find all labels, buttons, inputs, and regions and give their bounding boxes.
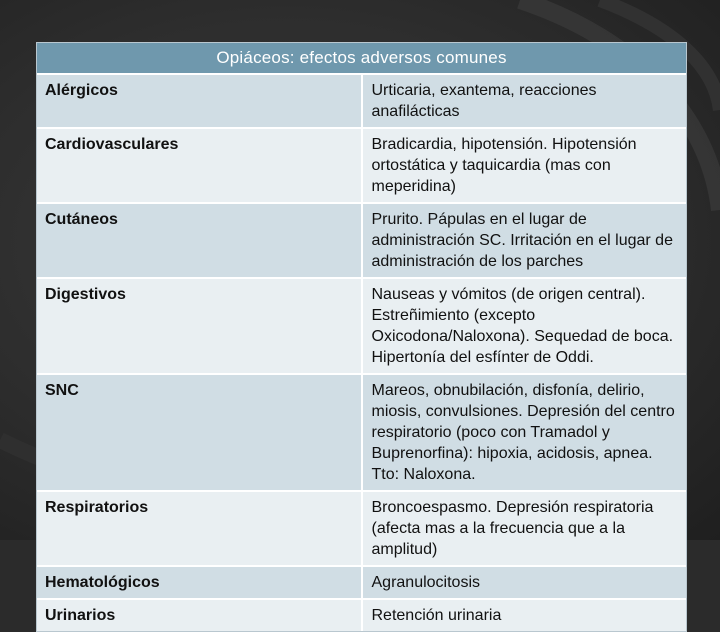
row-effects: Retención urinaria	[362, 599, 687, 631]
row-effects: Prurito. Pápulas en el lugar de administración SC. Irritación en el lugar de administración de los parches	[362, 203, 687, 278]
row-effects: Mareos, obnubilación, disfonía, delirio, miosis, convulsiones. Depresión del centro respiratorio (poco con Tramadol y Buprenorfina): hipoxia, acidosis, apnea. Tto: Naloxona.	[362, 374, 687, 491]
adverse-effects-table	[37, 43, 686, 631]
table-row	[37, 203, 686, 278]
row-effects: Broncoespasmo. Depresión respiratoria (afecta mas a la frecuencia que a la amplitud)	[362, 491, 687, 566]
table-row	[37, 599, 686, 631]
table-row	[37, 278, 686, 374]
row-category: Digestivos	[37, 278, 362, 374]
table-row	[37, 374, 686, 491]
row-effects: Agranulocitosis	[362, 566, 687, 599]
row-category: SNC	[37, 374, 362, 491]
row-category: Urinarios	[37, 599, 362, 631]
row-category: Respiratorios	[37, 491, 362, 566]
table-title: Opiáceos: efectos adversos comunes	[37, 43, 686, 74]
row-category: Hematológicos	[37, 566, 362, 599]
row-category: Cardiovasculares	[37, 128, 362, 203]
table-row	[37, 74, 686, 128]
row-effects: Nauseas y vómitos (de origen central). Estreñimiento (excepto Oxicodona/Naloxona). Sequedad de boca. Hipertonía del esfínter de Oddi.	[362, 278, 687, 374]
table-row	[37, 566, 686, 599]
row-effects: Urticaria, exantema, reacciones anafilácticas	[362, 74, 687, 128]
row-category: Alérgicos	[37, 74, 362, 128]
table-row	[37, 128, 686, 203]
table-row	[37, 491, 686, 566]
adverse-effects-table-container	[36, 42, 687, 632]
row-effects: Bradicardia, hipotensión. Hipotensión ortostática y taquicardia (mas con meperidina)	[362, 128, 687, 203]
row-category: Cutáneos	[37, 203, 362, 278]
